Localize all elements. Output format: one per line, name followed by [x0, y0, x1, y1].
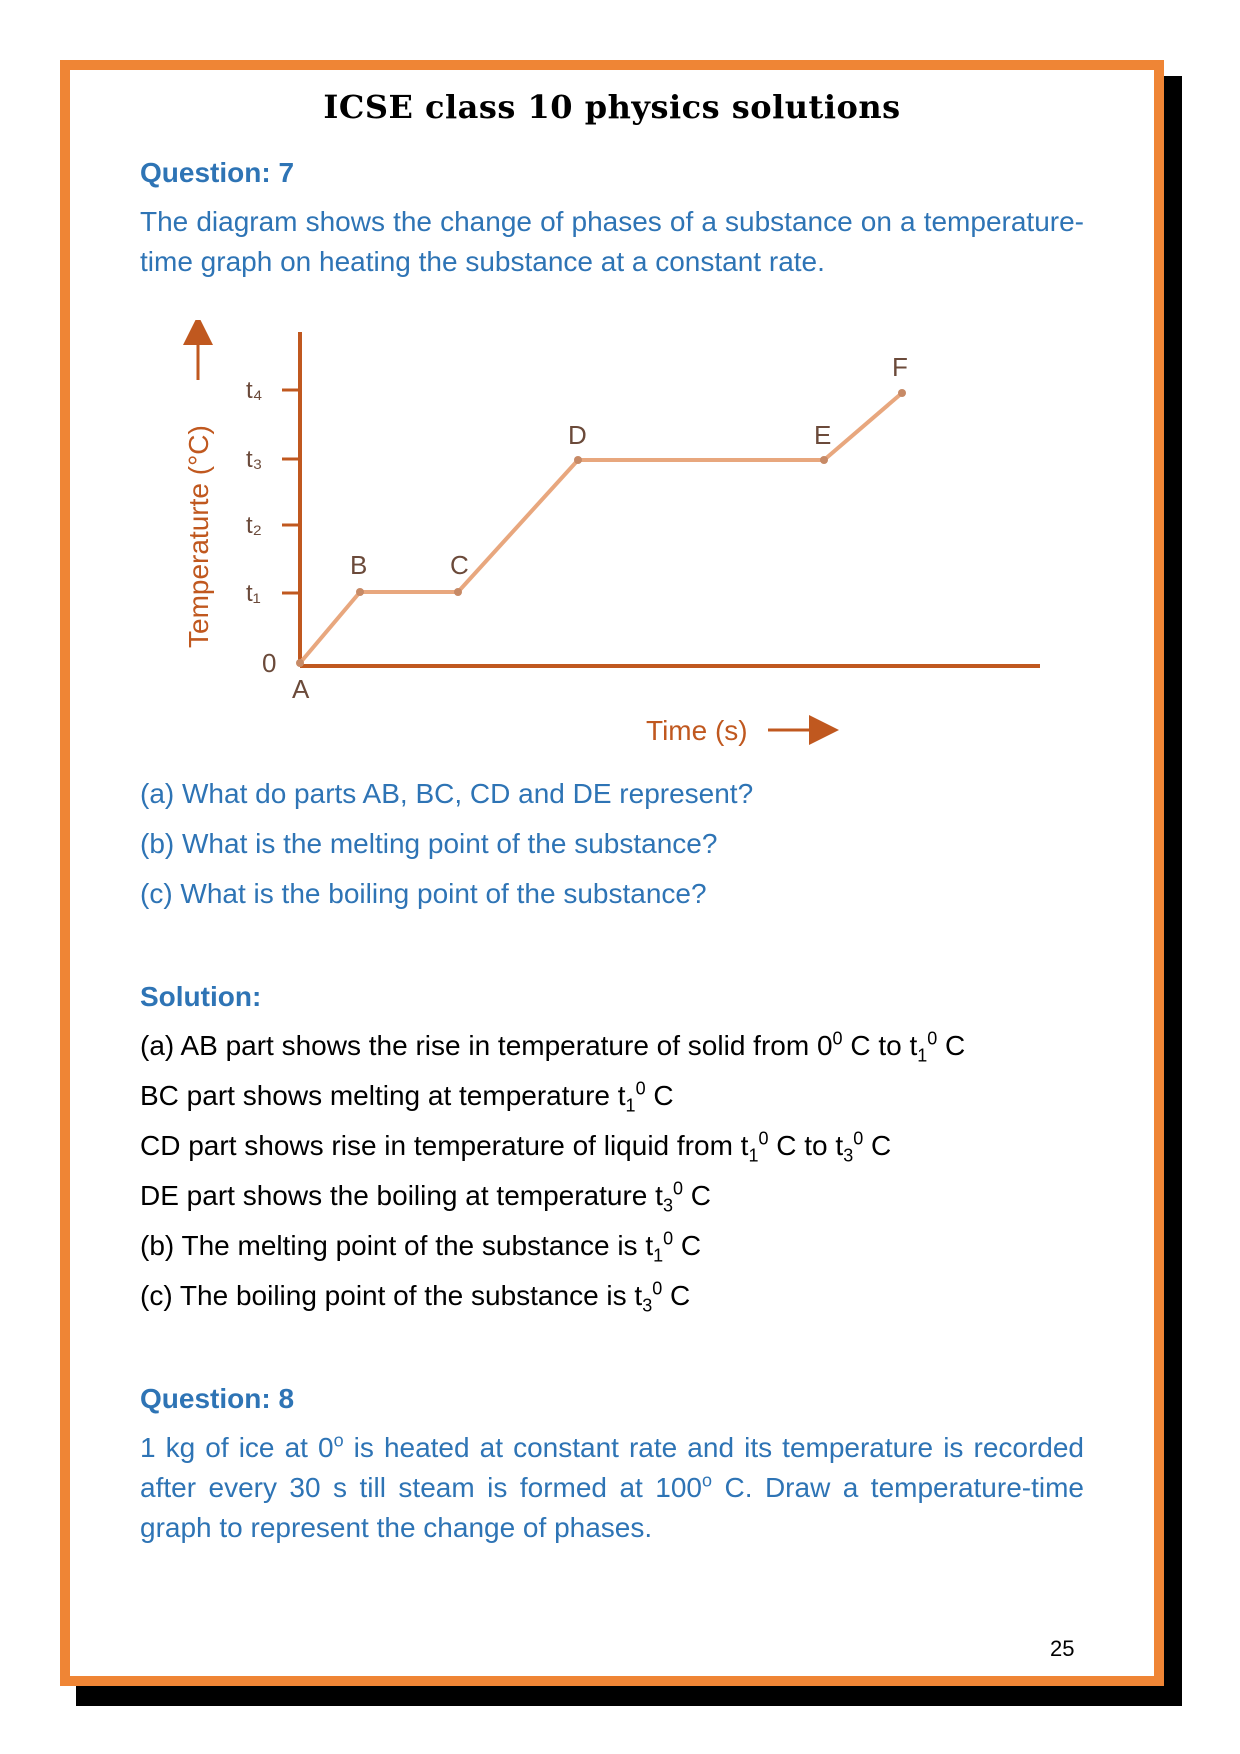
- page-shadow-bottom: [76, 1686, 1182, 1706]
- solution-line-5: (b) The melting point of the substance is $t_1^0$ C: [140, 1228, 702, 1266]
- tick-label-t4: t₄: [246, 377, 263, 404]
- origin-label: 0: [262, 648, 277, 678]
- point-label-a: A: [292, 674, 310, 704]
- solution-line-3: CD part shows rise in temperature of liquid from $t_1^0$ C to $t_3^0$ C: [140, 1128, 892, 1166]
- tick-label-t3: t₃: [246, 446, 263, 473]
- point-b: [356, 588, 364, 596]
- page-number: 25: [1050, 1636, 1075, 1661]
- point-label-b: B: [350, 550, 368, 580]
- solution-line-4: DE part shows the boiling at temperature $t_3^0$ C: [140, 1178, 711, 1216]
- point-label-d: D: [568, 420, 587, 450]
- point-c: [454, 588, 462, 596]
- point-d: [574, 456, 582, 464]
- tick-label-t2: t₂: [246, 512, 262, 539]
- question-7-title: Question: 7: [140, 157, 295, 188]
- point-a: [296, 659, 304, 667]
- point-f: [898, 389, 906, 397]
- x-axis-label: Time (s): [646, 715, 748, 746]
- page-shadow-right: [1162, 76, 1182, 1706]
- question-7-text: The diagram shows the change of phases of a substance on a temperature-time graph on heating the substance at a constant rate.: [140, 206, 1084, 277]
- question-7-part-c: (c) What is the boiling point of the substance?: [140, 878, 707, 909]
- y-axis-label: Temperaturte (°C): [183, 425, 214, 648]
- point-label-e: E: [814, 420, 832, 450]
- question-7-part-b: (b) What is the melting point of the substance?: [140, 828, 718, 859]
- solution-title: Solution:: [140, 981, 262, 1012]
- page-header: ICSE class 10 physics solutions: [323, 88, 901, 126]
- phase-change-diagram: [160, 320, 1060, 760]
- phase-curve: [300, 393, 902, 663]
- solution-line-2: BC part shows melting at temperature $t_1^0$ C: [140, 1078, 674, 1116]
- solution-line-6: (c) The boiling point of the substance is $t_3^0$ C: [140, 1278, 691, 1316]
- solution-line-1: (a) AB part shows the rise in temperature of solid from $0^0$ C to $t_1^0$ C: [140, 1028, 966, 1066]
- point-e: [820, 456, 828, 464]
- tick-label-t1: t₁: [246, 580, 261, 607]
- question-8-title: Question: 8: [140, 1383, 295, 1414]
- point-label-f: F: [892, 352, 908, 382]
- question-7-part-a: (a) What do parts AB, BC, CD and DE represent?: [140, 778, 754, 809]
- question-8-text: 1 kg of ice at 0$^o$ is heated at constant rate and its temperature is recorded after every 30 s till steam is formed at 100$^o$ C. Draw a temperature-time graph to represent the change of phases.: [140, 1430, 1084, 1543]
- point-label-c: C: [450, 550, 469, 580]
